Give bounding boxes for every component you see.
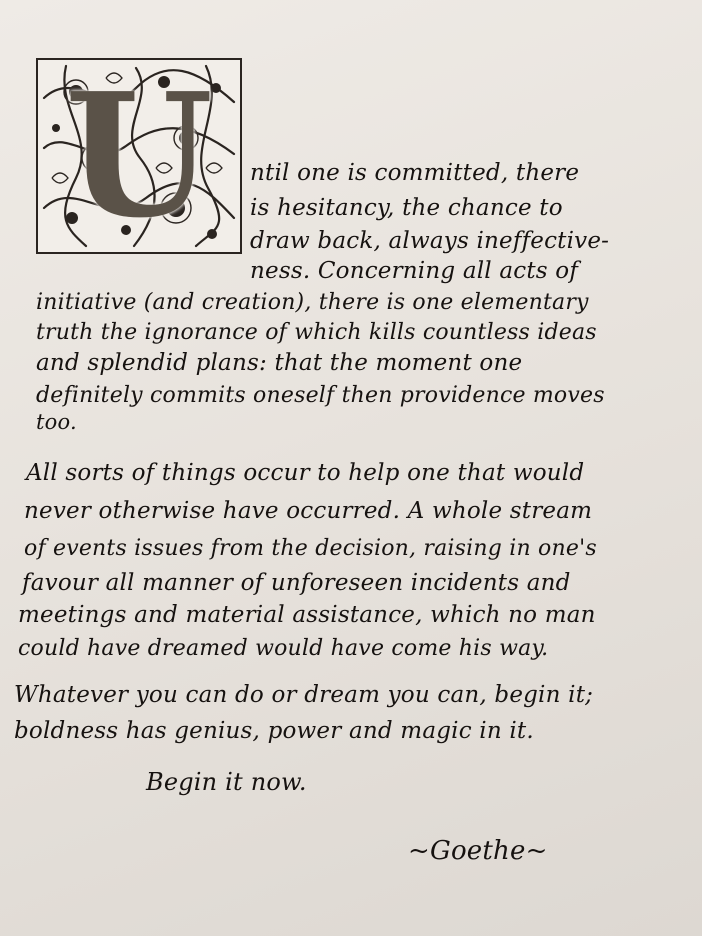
quote-line: definitely commits oneself then providence moves — [36, 383, 605, 408]
quote-line: draw back, always ineffective- — [250, 228, 610, 254]
quote-line: truth the ignorance of which kills countless ideas — [36, 320, 597, 345]
quote-line: too. — [36, 410, 77, 434]
quote-line: of events issues from the decision, raising in one's — [24, 536, 597, 561]
quote-line: is hesitancy, the chance to — [250, 195, 563, 221]
quote-line: and splendid plans: that the moment one — [36, 350, 523, 376]
closing-line: Begin it now. — [146, 768, 307, 796]
quote-line: ntil one is committed, there — [250, 160, 580, 186]
quote-line: ness. Concerning all acts of — [250, 258, 579, 284]
attribution-signature: ~Goethe~ — [408, 836, 548, 866]
quote-line: could have dreamed would have come his way. — [18, 636, 549, 661]
illuminated-initial — [36, 58, 242, 254]
quote-line: never otherwise have occurred. A whole stream — [24, 498, 593, 524]
quote-line: initiative (and creation), there is one elementary — [36, 290, 589, 315]
quote-line: favour all manner of unforeseen incidents and — [22, 570, 571, 596]
quote-line: meetings and material assistance, which no man — [18, 602, 596, 628]
quote-line: Whatever you can do or dream you can, begin it; — [14, 682, 594, 708]
drop-cap-letter: U — [64, 56, 214, 256]
quote-line: All sorts of things occur to help one that would — [26, 460, 585, 486]
quote-line: boldness has genius, power and magic in it. — [14, 718, 534, 744]
